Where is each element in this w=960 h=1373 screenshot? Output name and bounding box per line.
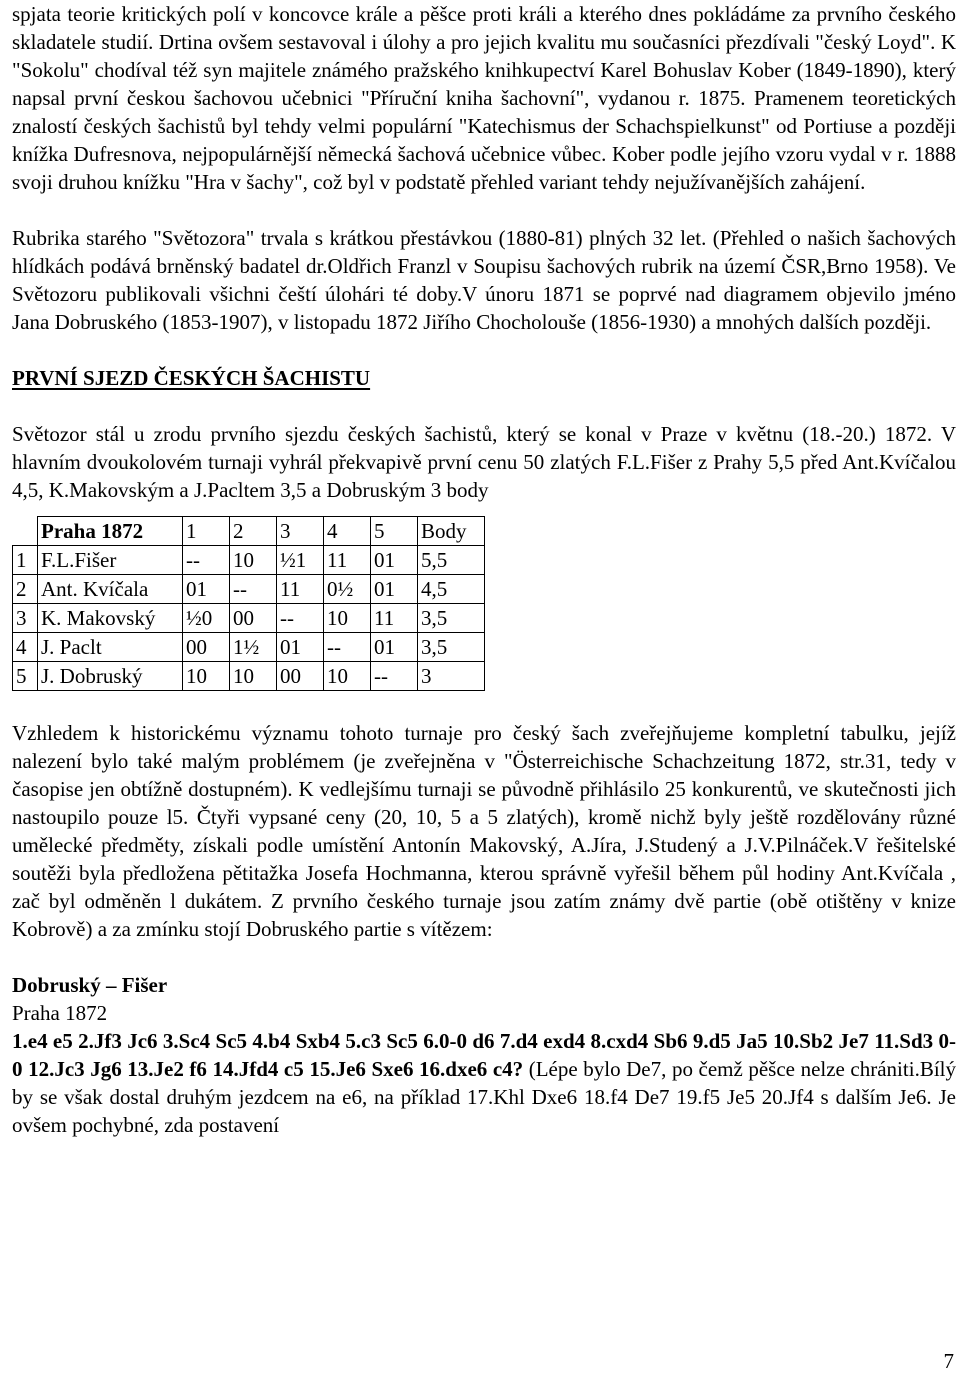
table-row bbox=[13, 633, 485, 662]
table-cell: 00 bbox=[277, 662, 324, 691]
table-cell: -- bbox=[183, 546, 230, 575]
table-cell: 10 bbox=[230, 662, 277, 691]
table-cell: 10 bbox=[230, 546, 277, 575]
table-cell: -- bbox=[324, 633, 371, 662]
table-cell: 10 bbox=[183, 662, 230, 691]
table-cell: 4 bbox=[13, 633, 38, 662]
game-place: Praha 1872 bbox=[12, 1001, 108, 1025]
table-cell: 10 bbox=[324, 662, 371, 691]
table-cell: ½0 bbox=[183, 604, 230, 633]
table-cell: 4,5 bbox=[418, 575, 485, 604]
table-row bbox=[13, 546, 485, 575]
table-row bbox=[13, 604, 485, 633]
table-cell: 11 bbox=[324, 546, 371, 575]
table-cell: F.L.Fišer bbox=[38, 546, 183, 575]
table-row bbox=[13, 575, 485, 604]
table-cell: J. Paclt bbox=[38, 633, 183, 662]
table-cell: 00 bbox=[183, 633, 230, 662]
table-cell: 3 bbox=[277, 517, 324, 546]
table-cell: 5 bbox=[13, 662, 38, 691]
game-moves: 1.e4 e5 2.Jf3 Jc6 3.Sc4 Sc5 4.b4 Sxb4 5.c3 Sc5 6.0-0 d6 7.d4 exd4 8.cxd4 Sb6 9.d5 Ja5 10.Sb2 Je7 11.Sd3 0-0 12.Jc3 Jg6 13.Je2 f6 14.Jfd4 c5 15.Je6 Sxe6 16.dxe6 c4? bbox=[12, 1029, 956, 1081]
document-page bbox=[12, 0, 956, 1139]
game-moves-paragraph bbox=[12, 1027, 956, 1139]
table-cell: 1 bbox=[13, 546, 38, 575]
table-cell: 01 bbox=[371, 633, 418, 662]
table-cell: 01 bbox=[277, 633, 324, 662]
game-title: Dobruský – Fišer bbox=[12, 973, 168, 997]
table-cell: -- bbox=[371, 662, 418, 691]
table-cell: 3,5 bbox=[418, 604, 485, 633]
paragraph-drtina-kober: spjata teorie kritických polí v koncovce krále a pěšce proti králi a kterého dnes pokládáme za prvního českého skladatele studií. Drtina ovšem sestavoval i úlohy a pro jejich kvalitu mu současníci přezdívali "český Loyd". K "Sokolu" chodíval též syn majitele známého pražského knihkupectví Karel Bohuslav Kober (1849-1890), který napsal první českou šachovou učebnici "Příruční kniha šachovní", vydanou r. 1875. Pramenem teoretických znalostí českých šachistů byl tehdy velmi populární "Katechismus der Schachspielkunst" od Portiuse a později knížka Dufresnova, nejpopulárnější německá šachová učebnice vůbec. Kober podle jejího vzoru vydal v r. 1888 svoji druhou knížku "Hra v šachy", což byl v podstatě přehled variant tehdy nejužívanějších zahájení. bbox=[12, 2, 956, 194]
table-cell: -- bbox=[277, 604, 324, 633]
section-heading: PRVNÍ SJEZD ČESKÝCH ŠACHISTU bbox=[12, 366, 371, 390]
table-cell: 11 bbox=[371, 604, 418, 633]
table-cell: 1 bbox=[183, 517, 230, 546]
paragraph-first-congress: Světozor stál u zrodu prvního sjezdu českých šachistů, který se konal v Praze v květnu (18.-20.) 1872. V hlavním dvoukolovém turnaji vyhrál překvapivě první cenu 50 zlatých F.L.Fišer z Prahy 5,5 před Ant.Kvíčalou 4,5, K.Makovským a J.Pacltem 3,5 a Dobruským 3 body bbox=[12, 422, 956, 502]
table-cell: 01 bbox=[183, 575, 230, 604]
table-cell: Ant. Kvíčala bbox=[38, 575, 183, 604]
table-cell: 5,5 bbox=[418, 546, 485, 575]
game-comment: (Lépe bylo De7, po čemž pěšce nelze chrániti.Bílý by se však dostal druhým jezdcem na e6, na příklad 17.Khl Dxe6 18.f4 De7 19.f5 Je5 20.Jf4 s dalším Je6. Je ovšem pochybné, zda postavení bbox=[12, 1057, 956, 1137]
table-cell: ½1 bbox=[277, 546, 324, 575]
table-cell: 3 bbox=[418, 662, 485, 691]
table-cell: 0½ bbox=[324, 575, 371, 604]
table-cell bbox=[13, 517, 38, 546]
table-cell: 1½ bbox=[230, 633, 277, 662]
table-cell: 10 bbox=[324, 604, 371, 633]
table-cell: 3,5 bbox=[418, 633, 485, 662]
table-cell: 5 bbox=[371, 517, 418, 546]
table-cell: 00 bbox=[230, 604, 277, 633]
table-cell: -- bbox=[230, 575, 277, 604]
table-cell: 3 bbox=[13, 604, 38, 633]
table-cell: Praha 1872 bbox=[38, 517, 183, 546]
table-cell: 01 bbox=[371, 575, 418, 604]
tournament-crosstable bbox=[12, 516, 485, 691]
table-header-row bbox=[13, 517, 485, 546]
table-cell: 4 bbox=[324, 517, 371, 546]
table-cell: 2 bbox=[230, 517, 277, 546]
table-cell: 2 bbox=[13, 575, 38, 604]
table-cell: Body bbox=[418, 517, 485, 546]
table-cell: J. Dobruský bbox=[38, 662, 183, 691]
table-cell: 11 bbox=[277, 575, 324, 604]
paragraph-svetozor-rubric: Rubrika starého "Světozora" trvala s krátkou přestávkou (1880-81) plných 32 let. (Přehled o našich šachových hlídkách podává brněnský badatel dr.Oldřich Franzl v Soupisu šachových rubrik na území ČSR,Brno 1958). Ve Světozoru publikovali všichni čeští úlohári té doby.V únoru 1871 se poprvé nad diagramem objevilo jméno Jana Dobruského (1853-1907), v listopadu 1872 Jiřího Chocholouše (1856-1930) a mnohých dalších později. bbox=[12, 226, 956, 334]
page-number: 7 bbox=[943, 1349, 954, 1373]
table-cell: 01 bbox=[371, 546, 418, 575]
table-row bbox=[13, 662, 485, 691]
paragraph-tournament-details: Vzhledem k historickému významu tohoto turnaje pro český šach zveřejňujeme kompletní tabulku, jejíž nalezení bylo také malým problémem (je zveřejněna v "Österreichische Schachzeitung 1872, str.31, tedy v časopise jen obtížně dostupném). K vedlejšímu turnaji se původně přihlásilo 25 konkurentů, ve skutečnosti jich nastoupilo pouze l5. Čtyři vypsané ceny (20, 10, 5 a 5 zlatých), kromě nichž byly ještě rozdělovány různé umělecké předměty, získali podle umístění Antonín Makovský, A.Jíra, J.Studený a J.V.Pilnáček.V řešitelské soutěži byla předložena pětitažka Josefa Hochmanna, kterou správně vyřešil během půl hodiny Ant.Kvíčala , zač byl odměněn l dukátem. Z prvního českého turnaje jsou zatím známy dvě partie (obě otištěny v knize Kobrově) a za zmínku stojí Dobruského partie s vítězem: bbox=[12, 721, 956, 941]
table-cell: K. Makovský bbox=[38, 604, 183, 633]
